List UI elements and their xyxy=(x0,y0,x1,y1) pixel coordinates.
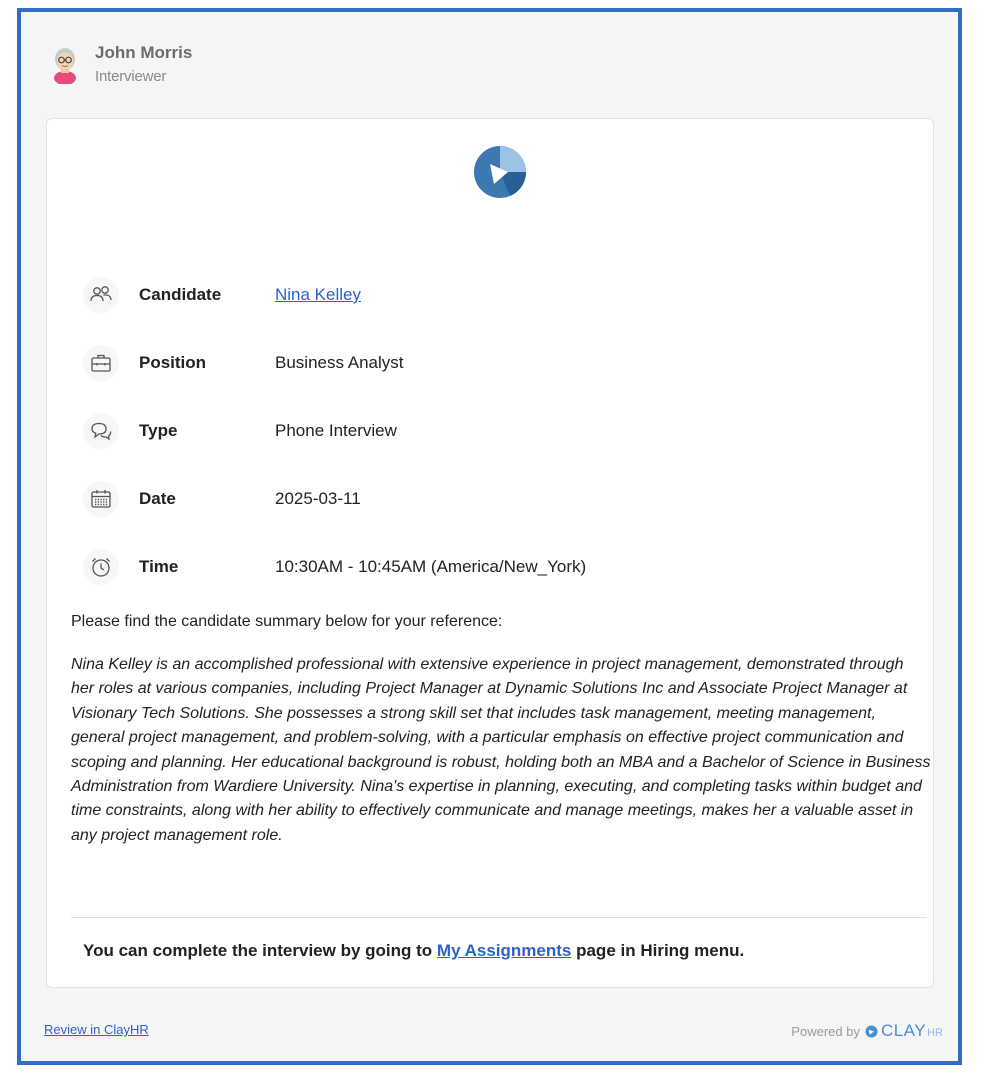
calendar-icon xyxy=(83,481,119,517)
interviewer-name: John Morris xyxy=(95,43,193,62)
interviewer-role: Interviewer xyxy=(95,68,167,85)
clayhr-logo-icon xyxy=(472,144,528,200)
candidate-label: Candidate xyxy=(139,285,222,304)
date-value: 2025-03-11 xyxy=(275,489,361,508)
type-label: Type xyxy=(139,421,178,440)
briefcase-icon xyxy=(83,345,119,381)
date-row xyxy=(83,479,361,519)
candidate-icon xyxy=(83,277,119,313)
summary-intro: Please find the candidate summary below for your reference: xyxy=(71,613,503,630)
position-label: Position xyxy=(139,353,207,372)
time-row xyxy=(83,547,586,587)
date-label: Date xyxy=(139,489,176,508)
type-row xyxy=(83,411,397,451)
powered-by-text: Powered by xyxy=(791,1023,860,1039)
candidate-name-link[interactable]: Nina Kelley xyxy=(275,285,361,304)
email-frame xyxy=(17,8,962,1065)
candidate-summary: Nina Kelley is an accomplished professional with extensive experience in project management, demonstrated through her roles at various companies, including Project Manager at Dynamic Solutions Inc and Associate Project Manager at Visionary Tech Solutions. She possesses a strong skill set that includes task management, meeting management, general project management, and problem-solving, with a particular emphasis on effective project communication and scoping and planning. Her educational background is robust, holding both an MBA and a Bachelor of Science in Business Administration from Wardiere University. Nina's expertise in planning, executing, and completing tasks within budget and time constraints, along with her ability to effectively communicate and manage meetings, makes her a valuable asset in any project management role. xyxy=(71,656,931,844)
candidate-row xyxy=(83,275,361,315)
brand-suffix: HR xyxy=(927,1027,943,1039)
footer-note-before: You can complete the interview by going to xyxy=(83,941,437,960)
type-value: Phone Interview xyxy=(275,421,397,440)
time-value: 10:30AM - 10:45AM (America/New_York) xyxy=(275,557,587,576)
my-assignments-link[interactable]: My Assignments xyxy=(436,941,572,960)
interviewer-header xyxy=(49,42,192,85)
interview-card xyxy=(46,118,934,988)
position-value: Business Analyst xyxy=(275,353,404,372)
powered-by xyxy=(791,1021,943,1041)
review-in-clayhr-link[interactable]: Review in ClayHR xyxy=(44,1022,149,1037)
clay-logo-icon xyxy=(865,1025,878,1038)
avatar-icon xyxy=(49,44,81,84)
brand-name: CLAY xyxy=(880,1021,927,1040)
footer-note xyxy=(83,941,744,961)
divider xyxy=(71,917,927,918)
position-row xyxy=(83,343,404,383)
footer-note-after: page in Hiring menu. xyxy=(571,941,745,960)
time-label: Time xyxy=(139,557,179,576)
chat-bubbles-icon xyxy=(83,413,119,449)
alarm-clock-icon xyxy=(83,549,119,585)
